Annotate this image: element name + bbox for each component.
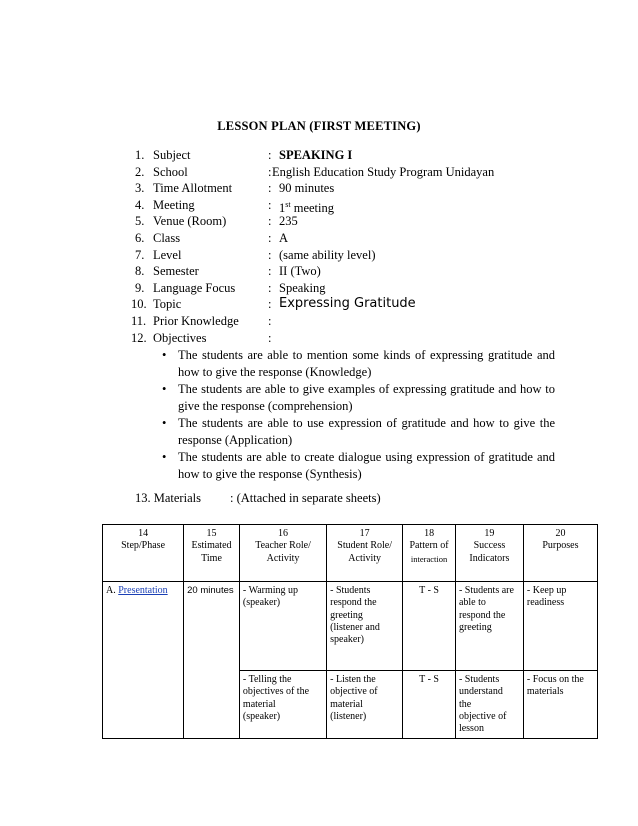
objective-text: The students are able to give examples of expressing gratitude and how to give the response (comprehension) — [178, 382, 555, 413]
info-row-level — [135, 247, 575, 264]
bullet-icon: • — [162, 348, 167, 362]
teacher-activity-cell: - Warming up (speaker) — [239, 582, 326, 671]
student-activity-cell: - Students respond the greeting (listener and speaker) — [327, 582, 403, 671]
info-row-subject — [135, 147, 575, 164]
row-colon: : — [268, 313, 272, 328]
phase-prefix: A. — [106, 585, 116, 596]
venue-value: 235 — [279, 214, 298, 229]
info-row-objectives — [131, 330, 575, 347]
phase-cell — [103, 582, 184, 739]
row-number: 10. — [131, 297, 147, 312]
row-label: Topic — [153, 297, 182, 312]
presentation-link[interactable]: Presentation — [118, 585, 168, 596]
time-value: 90 minutes — [279, 181, 335, 196]
row-label: Venue (Room) — [153, 214, 227, 229]
row-number: 8. — [135, 264, 145, 279]
table-row — [103, 582, 598, 671]
row-number: 7. — [135, 247, 145, 262]
row-colon: : — [268, 280, 272, 295]
info-row-school — [135, 164, 575, 181]
header-purposes: 20 Purposes — [523, 525, 597, 582]
row-colon: : — [268, 230, 272, 245]
header-estimated-time: 15 Estimated Time — [184, 525, 240, 582]
lesson-info-list — [131, 147, 575, 346]
pattern-cell: T - S — [403, 582, 456, 671]
row-label: Prior Knowledge — [153, 313, 239, 328]
objective-item — [160, 449, 555, 483]
row-label: Class — [153, 230, 181, 245]
row-label: Subject — [153, 148, 191, 162]
level-value: (same ability level) — [279, 247, 376, 262]
row-label: Semester — [153, 264, 199, 279]
info-row-semester — [135, 263, 575, 280]
objective-item — [160, 415, 555, 449]
info-row-venue — [135, 213, 575, 230]
bullet-icon: • — [162, 416, 167, 430]
meeting-word: meeting — [290, 200, 334, 215]
row-colon: : — [268, 181, 272, 196]
row-number: 3. — [135, 181, 145, 196]
row-number: 6. — [135, 230, 145, 245]
teacher-activity-cell: - Telling the objectives of the material (speaker) — [239, 671, 326, 739]
row-colon: : — [268, 297, 272, 312]
objective-text: The students are able to use expression of gratitude and how to give the response (Application) — [178, 416, 555, 447]
header-student-role: 17 Student Role/ Activity — [327, 525, 403, 582]
meeting-number: 1 — [279, 200, 286, 215]
row-label: Level — [153, 247, 182, 262]
row-number: 1. — [135, 148, 145, 162]
header-pattern: 18 Pattern of interaction — [403, 525, 456, 582]
row-colon: : — [268, 148, 272, 162]
header-step-phase: 14 Step/Phase — [103, 525, 184, 582]
row-colon: : — [268, 247, 272, 262]
info-row-prior-knowledge — [131, 313, 575, 330]
materials-label: 13. Materials — [135, 491, 201, 505]
info-row-language-focus — [135, 280, 575, 297]
time-cell: 20 minutes — [184, 582, 240, 739]
objective-text: The students are able to mention some kinds of expressing gratitude and how to give the response (Knowledge) — [178, 348, 555, 379]
row-colon: : — [268, 264, 272, 279]
table-header-row — [103, 525, 598, 582]
purpose-cell: - Focus on the materials — [523, 671, 597, 739]
indicator-cell: - Students understand the objective of lesson — [455, 671, 523, 739]
row-number: 11. — [131, 313, 147, 328]
bullet-icon: • — [162, 382, 167, 396]
school-value: English Education Study Program Unidayan — [272, 164, 495, 179]
row-label: Meeting — [153, 197, 195, 212]
row-label: Language Focus — [153, 280, 236, 295]
semester-value: II (Two) — [279, 264, 321, 279]
meeting-ordinal: st — [285, 199, 291, 209]
topic-value: Expressing Gratitude — [279, 296, 416, 312]
student-activity-cell: - Listen the objective of material (listener) — [327, 671, 403, 739]
row-label: Time Allotment — [153, 181, 233, 196]
info-row-time — [135, 180, 575, 197]
purpose-cell: - Keep up readiness — [523, 582, 597, 671]
objective-item — [160, 381, 555, 415]
info-row-topic — [131, 296, 575, 313]
objectives-list — [160, 347, 555, 483]
row-colon: : — [268, 214, 272, 229]
bullet-icon: • — [162, 450, 167, 464]
objective-item — [160, 347, 555, 381]
indicator-cell: - Students are able to respond the greeting — [455, 582, 523, 671]
row-label: School — [153, 164, 188, 179]
row-colon: : — [268, 197, 272, 212]
row-number: 9. — [135, 280, 145, 295]
row-colon: : — [268, 330, 272, 345]
pattern-cell: T - S — [403, 671, 456, 739]
info-row-meeting — [135, 197, 575, 214]
header-teacher-role: 16 Teacher Role/ Activity — [239, 525, 326, 582]
language-focus-value: Speaking — [279, 280, 326, 295]
materials-value: : (Attached in separate sheets) — [230, 491, 381, 505]
subject-value: SPEAKING I — [279, 148, 353, 162]
row-number: 2. — [135, 164, 145, 179]
row-number: 12. — [131, 330, 147, 345]
class-value: A — [279, 230, 289, 245]
row-number: 5. — [135, 214, 145, 229]
row-number: 4. — [135, 197, 145, 212]
info-row-class — [135, 230, 575, 247]
header-success-indicators: 19 Success Indicators — [455, 525, 523, 582]
lesson-activity-table — [102, 524, 598, 739]
objective-text: The students are able to create dialogue using expression of gratitude and how to give the response (Synthesis) — [178, 450, 555, 481]
row-colon: : — [268, 164, 272, 179]
row-label: Objectives — [153, 330, 207, 345]
document-title: LESSON PLAN (FIRST MEETING) — [217, 119, 421, 133]
